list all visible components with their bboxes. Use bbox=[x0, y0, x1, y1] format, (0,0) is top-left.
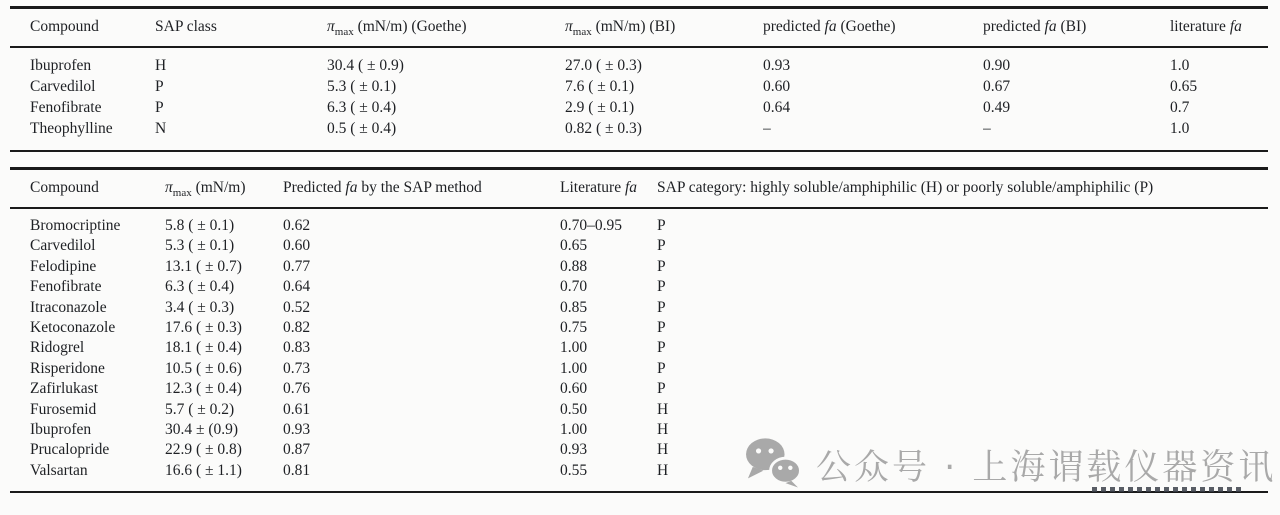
table-cell: Bromocriptine bbox=[30, 217, 121, 234]
table-row bbox=[10, 440, 1268, 460]
table-cell: 0.70–0.95 bbox=[560, 217, 622, 234]
table-cell: 0.83 bbox=[283, 339, 311, 357]
table-cell: 0.55 bbox=[560, 461, 588, 479]
table-cell: H bbox=[657, 421, 669, 439]
col-header-pimax-bi: $\pi_{max}$ (mN/m) (BI) bbox=[565, 8, 763, 48]
col-header-predicted-fa-sap: Predicted fa by the SAP method bbox=[283, 169, 560, 209]
col-header-predicted-fa-goethe: predicted fa (Goethe) bbox=[763, 8, 983, 48]
table-row bbox=[10, 97, 1268, 118]
table-cell: H bbox=[155, 57, 167, 74]
watermark-text: 公众号 · 上海谓载仪器资讯 bbox=[816, 447, 1277, 488]
table-cell: P bbox=[657, 237, 666, 255]
col-header-compound: Compound bbox=[10, 169, 165, 209]
col-header-pimax-goethe: $\pi_{max}$ (mN/m) (Goethe) bbox=[327, 8, 565, 48]
table-cell: 0.52 bbox=[283, 298, 311, 316]
table-cell: 0.49 bbox=[983, 99, 1011, 116]
table-cell: P bbox=[657, 319, 666, 337]
table-cell: 6.3 ( ± 0.4) bbox=[327, 99, 397, 116]
table-cell: 30.4 ( ± 0.9) bbox=[327, 57, 404, 74]
table-cell: 0.64 bbox=[763, 99, 791, 116]
table-cell: H bbox=[657, 441, 669, 459]
table-cell: Valsartan bbox=[30, 461, 88, 479]
table-cell: 0.64 bbox=[283, 278, 311, 296]
table-cell: 7.6 ( ± 0.1) bbox=[565, 78, 635, 95]
table-cell: 5.3 ( ± 0.1) bbox=[327, 78, 397, 95]
table-cell: 0.76 bbox=[283, 380, 311, 398]
table-row bbox=[10, 208, 1268, 236]
table-row bbox=[10, 118, 1268, 151]
table-body bbox=[10, 47, 1268, 151]
table-cell: Risperidone bbox=[30, 359, 105, 377]
table-cell: Ibuprofen bbox=[30, 421, 92, 439]
table-cell: Carvedilol bbox=[30, 237, 96, 255]
table-row bbox=[10, 318, 1268, 338]
col-header-literature-fa: Literature fa bbox=[560, 169, 657, 209]
table-cell: 5.8 ( ± 0.1) bbox=[165, 217, 235, 234]
table-cell: P bbox=[155, 99, 164, 116]
table-cell: Fenofibrate bbox=[30, 278, 102, 296]
table-cell: 12.3 ( ± 0.4) bbox=[165, 380, 242, 398]
table-cell: 0.82 bbox=[283, 319, 311, 337]
col-header-sap-class: SAP class bbox=[155, 8, 327, 48]
table-cell: 1.00 bbox=[560, 339, 588, 357]
table-cell: 27.0 ( ± 0.3) bbox=[565, 57, 642, 74]
table-cell: 0.62 bbox=[283, 217, 311, 234]
table-row bbox=[10, 76, 1268, 97]
table-cell: 0.88 bbox=[560, 257, 588, 275]
table-row bbox=[10, 359, 1268, 379]
table-body bbox=[10, 208, 1268, 492]
col-header-sap-category: SAP category: highly soluble/amphiphilic (H) or poorly soluble/amphiphilic (P) bbox=[657, 169, 1268, 209]
table-cell: 5.3 ( ± 0.1) bbox=[165, 237, 235, 255]
table-cell: 0.93 bbox=[560, 441, 588, 459]
table-cell: P bbox=[657, 359, 666, 377]
goethe-bi-comparison-table bbox=[10, 6, 1268, 152]
table-cell: P bbox=[657, 339, 666, 357]
table-row bbox=[10, 338, 1268, 358]
table-cell: Theophylline bbox=[30, 120, 113, 137]
table-cell: Felodipine bbox=[30, 257, 97, 275]
table-cell: P bbox=[657, 298, 666, 316]
table-cell: H bbox=[657, 461, 669, 479]
table-cell: 0.77 bbox=[283, 257, 311, 275]
table-cell: 0.87 bbox=[283, 441, 311, 459]
table-cell: 0.5 ( ± 0.4) bbox=[327, 120, 397, 137]
table-cell: Itraconazole bbox=[30, 298, 107, 316]
table-cell: P bbox=[155, 78, 164, 95]
table-cell: 0.85 bbox=[560, 298, 588, 316]
table-cell: 0.61 bbox=[283, 400, 311, 418]
table-row bbox=[10, 277, 1268, 297]
table-row bbox=[10, 420, 1268, 440]
table-cell: 0.60 bbox=[763, 78, 791, 95]
table-row bbox=[10, 298, 1268, 318]
table-cell: Ketoconazole bbox=[30, 319, 116, 337]
table-cell: – bbox=[983, 120, 991, 137]
table-cell: 6.3 ( ± 0.4) bbox=[165, 278, 235, 296]
table-row bbox=[10, 47, 1268, 76]
table-cell: 0.93 bbox=[283, 421, 311, 439]
table-cell: 22.9 ( ± 0.8) bbox=[165, 441, 242, 459]
table-cell: 5.7 ( ± 0.2) bbox=[165, 400, 235, 418]
table-cell: N bbox=[155, 120, 167, 137]
table-cell: Zafirlukast bbox=[30, 380, 99, 398]
table-cell: 0.93 bbox=[763, 57, 791, 74]
table-cell: 13.1 ( ± 0.7) bbox=[165, 257, 242, 275]
table-cell: 0.70 bbox=[560, 278, 588, 296]
table-cell: 0.73 bbox=[283, 359, 311, 377]
table-cell: 2.9 ( ± 0.1) bbox=[565, 99, 635, 116]
col-header-compound: Compound bbox=[10, 8, 155, 48]
table-cell: P bbox=[657, 278, 666, 296]
table-row bbox=[10, 461, 1268, 492]
table-cell: 10.5 ( ± 0.6) bbox=[165, 359, 242, 377]
table-cell: 0.81 bbox=[283, 461, 311, 479]
table-cell: 0.60 bbox=[560, 380, 588, 398]
table-cell: 0.75 bbox=[560, 319, 588, 337]
table-cell: 0.65 bbox=[1170, 78, 1198, 95]
table-cell: Furosemid bbox=[30, 400, 97, 418]
table-cell: Ibuprofen bbox=[30, 57, 92, 74]
table-cell: Fenofibrate bbox=[30, 99, 102, 116]
col-header-predicted-fa-bi: predicted fa (BI) bbox=[983, 8, 1170, 48]
table-cell: P bbox=[657, 257, 666, 275]
sap-prediction-table bbox=[10, 167, 1268, 493]
table-cell: 17.6 ( ± 0.3) bbox=[165, 319, 242, 337]
table-row bbox=[10, 257, 1268, 277]
table-cell: 0.90 bbox=[983, 57, 1011, 74]
table-cell: 0.65 bbox=[560, 237, 588, 255]
table-cell: – bbox=[763, 120, 771, 137]
table-row bbox=[10, 400, 1268, 420]
table-cell: 1.0 bbox=[1170, 57, 1190, 74]
table-row bbox=[10, 236, 1268, 256]
table-cell: 1.0 bbox=[1170, 120, 1190, 137]
table-cell: P bbox=[657, 380, 666, 398]
table-cell: 1.00 bbox=[560, 359, 588, 377]
table-cell: 0.67 bbox=[983, 78, 1011, 95]
table-cell: P bbox=[657, 217, 666, 234]
table-cell: Ridogrel bbox=[30, 339, 85, 357]
table-cell: Prucalopride bbox=[30, 441, 110, 459]
table-cell: 0.50 bbox=[560, 400, 588, 418]
table-cell: H bbox=[657, 400, 669, 418]
col-header-pimax: $\pi_{max}$ (mN/m) bbox=[165, 169, 283, 209]
table-cell: 30.4 ± (0.9) bbox=[165, 421, 239, 439]
table-cell: 0.60 bbox=[283, 237, 311, 255]
table-cell: Carvedilol bbox=[30, 78, 96, 95]
table-cell: 18.1 ( ± 0.4) bbox=[165, 339, 242, 357]
table-cell: 1.00 bbox=[560, 421, 588, 439]
table-header-row bbox=[10, 8, 1268, 48]
col-header-literature-fa: literature fa bbox=[1170, 8, 1268, 48]
illegible-fine-print bbox=[1092, 487, 1242, 492]
table-cell: 0.7 bbox=[1170, 99, 1190, 116]
table-cell: 16.6 ( ± 1.1) bbox=[165, 461, 242, 479]
table-cell: 3.4 ( ± 0.3) bbox=[165, 298, 235, 316]
table-row bbox=[10, 379, 1268, 399]
table-header-row bbox=[10, 169, 1268, 209]
table-cell: 0.82 ( ± 0.3) bbox=[565, 120, 642, 137]
